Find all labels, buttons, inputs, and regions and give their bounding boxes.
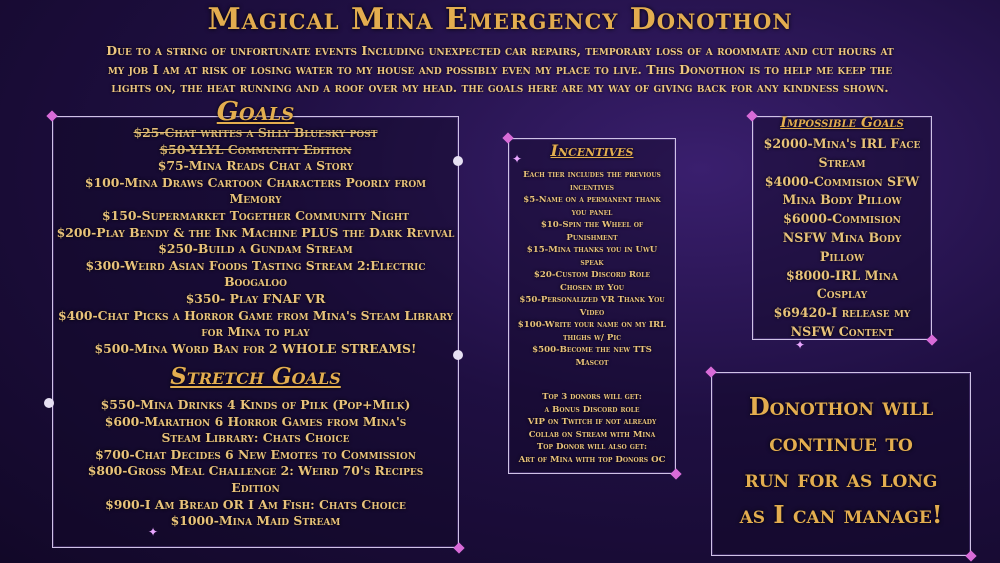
- frame-dot: [44, 398, 54, 408]
- goal-item: $100-Mina Draws Cartoon Characters Poorly from: [84, 174, 427, 190]
- continue-line: run for as long: [744, 464, 938, 493]
- impossible-goals-panel: [752, 116, 932, 340]
- goal-item: Boogaloo: [224, 274, 287, 290]
- continue-line: as I can manage!: [739, 500, 943, 529]
- impossible-item: $8000-IRL Mina: [786, 267, 898, 283]
- stretch-item: Edition: [231, 479, 280, 495]
- goal-item: $300-Weird Asian Foods Tasting Stream 2:Electric: [85, 257, 426, 273]
- goal-item: Memory: [229, 191, 282, 207]
- impossible-item: Cosplay: [816, 286, 868, 302]
- impossible-item: Pillow: [819, 248, 865, 264]
- stretch-item: Steam Library: Chats Choice: [161, 430, 350, 446]
- incentive-item: Each tier includes the previous: [523, 170, 661, 180]
- stretch-item: $600-Marathon 6 Horror Games from Mina's: [104, 413, 407, 429]
- impossible-item: $2000-Mina's IRL Face: [763, 136, 921, 151]
- stretch-goals-list: [53, 397, 458, 530]
- top-donor-item: VIP on Twitch if not already: [527, 417, 657, 427]
- incentive-item: $15-Mina thanks you in UwU: [526, 245, 658, 255]
- top-donors-list: [509, 391, 675, 466]
- impossible-item: $4000-Commision SFW: [764, 173, 920, 189]
- goal-item: for Mina to play: [201, 324, 310, 340]
- continue-panel: [711, 372, 971, 556]
- sparkle-icon: ✦: [512, 152, 523, 166]
- incentive-item: $20-Custom Discord Role: [533, 270, 651, 280]
- impossible-item: Stream: [818, 154, 866, 170]
- incentives-panel: [508, 138, 676, 474]
- impossible-item: NSFW Content: [790, 323, 894, 339]
- frame-dot: [453, 156, 463, 166]
- impossible-item: $69420-I release my: [773, 305, 911, 321]
- goals-list: [53, 125, 458, 357]
- incentive-item: speak: [580, 257, 604, 268]
- goals-panel: [52, 97, 459, 548]
- incentives-heading: Incentives: [550, 141, 634, 160]
- impossible-item: $6000-Commision: [783, 211, 901, 227]
- intro-text: [10, 42, 990, 98]
- stretch-item: $900-I Am Bread OR I Am Fish: Chats Choice: [105, 496, 406, 512]
- impossible-item: Mina Body Pillow: [782, 192, 902, 208]
- incentive-item: Punishment: [566, 232, 618, 243]
- frame-dot: [453, 350, 463, 360]
- goal-item: $75-Mina Reads Chat a Story: [157, 158, 354, 174]
- incentive-item: Chosen by You: [560, 282, 624, 293]
- stretch-item: $700-Chat Decides 6 New Emotes to Commission: [95, 446, 416, 462]
- goal-item: $25-Chat writes a Silly Bluesky post: [133, 125, 378, 140]
- stretch-item: $550-Mina Drinks 4 Kinds of Pilk (Pop+Milk): [100, 397, 411, 412]
- incentive-item: incentives: [570, 182, 614, 193]
- continue-line: continue to: [769, 428, 913, 457]
- goals-heading: Goals: [216, 97, 295, 127]
- top-donor-item: Collab on Stream with Mina: [528, 429, 656, 440]
- incentive-item: you panel: [571, 207, 613, 218]
- impossible-goals-list: [753, 135, 931, 342]
- continue-line: Donothon will: [748, 392, 934, 421]
- goal-item: $250-Build a Gundam Stream: [158, 241, 353, 257]
- incentive-item: Mascot: [575, 357, 609, 368]
- goal-item: $400-Chat Picks a Horror Game from Mina's Steam Library: [57, 307, 454, 323]
- top-donor-item: Art of Mina with top Donors OC: [518, 454, 666, 465]
- goal-item: $150-Supermarket Together Community Night: [102, 207, 409, 223]
- incentive-item: Video: [579, 307, 605, 318]
- sparkle-icon: ✦: [148, 525, 159, 539]
- sparkle-icon: ✦: [795, 338, 806, 352]
- page-title: Magical Mina Emergency Donothon: [207, 2, 793, 37]
- stretch-item: $1000-Mina Maid Stream: [170, 513, 341, 529]
- intro-line: lights on, the heat running and a roof over my head. the goals here are my way of giving back for any kindness shown.: [111, 80, 889, 95]
- incentives-list: [509, 169, 675, 369]
- goal-item: $50-YLYL Community Edition: [159, 141, 352, 157]
- intro-line: my job I am at risk of losing water to my house and possibly even my place to live. This Donothon is to help me keep the: [107, 61, 893, 77]
- intro-line: Due to a string of unfortunate events Including unexpected car repairs, temporary loss of a roommate and cut hours at: [106, 43, 894, 58]
- continue-message: [712, 389, 970, 533]
- stretch-item: $800-Gross Meal Challenge 2: Weird 70's Recipes: [87, 463, 424, 479]
- stretch-goals-heading: Stretch Goals: [170, 363, 341, 390]
- goal-item: $350- Play FNAF VR: [185, 290, 326, 306]
- incentive-item: $50-Personalized VR Thank You: [519, 295, 665, 305]
- incentive-item: $10-Spin the Wheel of: [540, 220, 644, 230]
- incentive-item: thighs w/ Pic: [563, 332, 621, 343]
- goal-item: $500-Mina Word Ban for 2 WHOLE STREAMS!: [94, 340, 417, 356]
- incentive-item: $5-Name on a permanent thank: [523, 195, 661, 205]
- goal-item: $200-Play Bendy & the Ink Machine PLUS the Dark Revival: [56, 224, 455, 240]
- impossible-item: NSFW Mina Body: [782, 229, 902, 245]
- incentive-item: $500-Become the new TTS: [532, 345, 652, 355]
- top-donor-item: a Bonus Discord role: [544, 404, 640, 415]
- top-donor-item: Top Donor will also get:: [536, 442, 648, 452]
- impossible-goals-heading: Impossible Goals: [780, 115, 904, 131]
- incentive-item: $100-Write your name on my IRL: [517, 320, 667, 330]
- top-donor-item: Top 3 donors will get:: [542, 392, 642, 402]
